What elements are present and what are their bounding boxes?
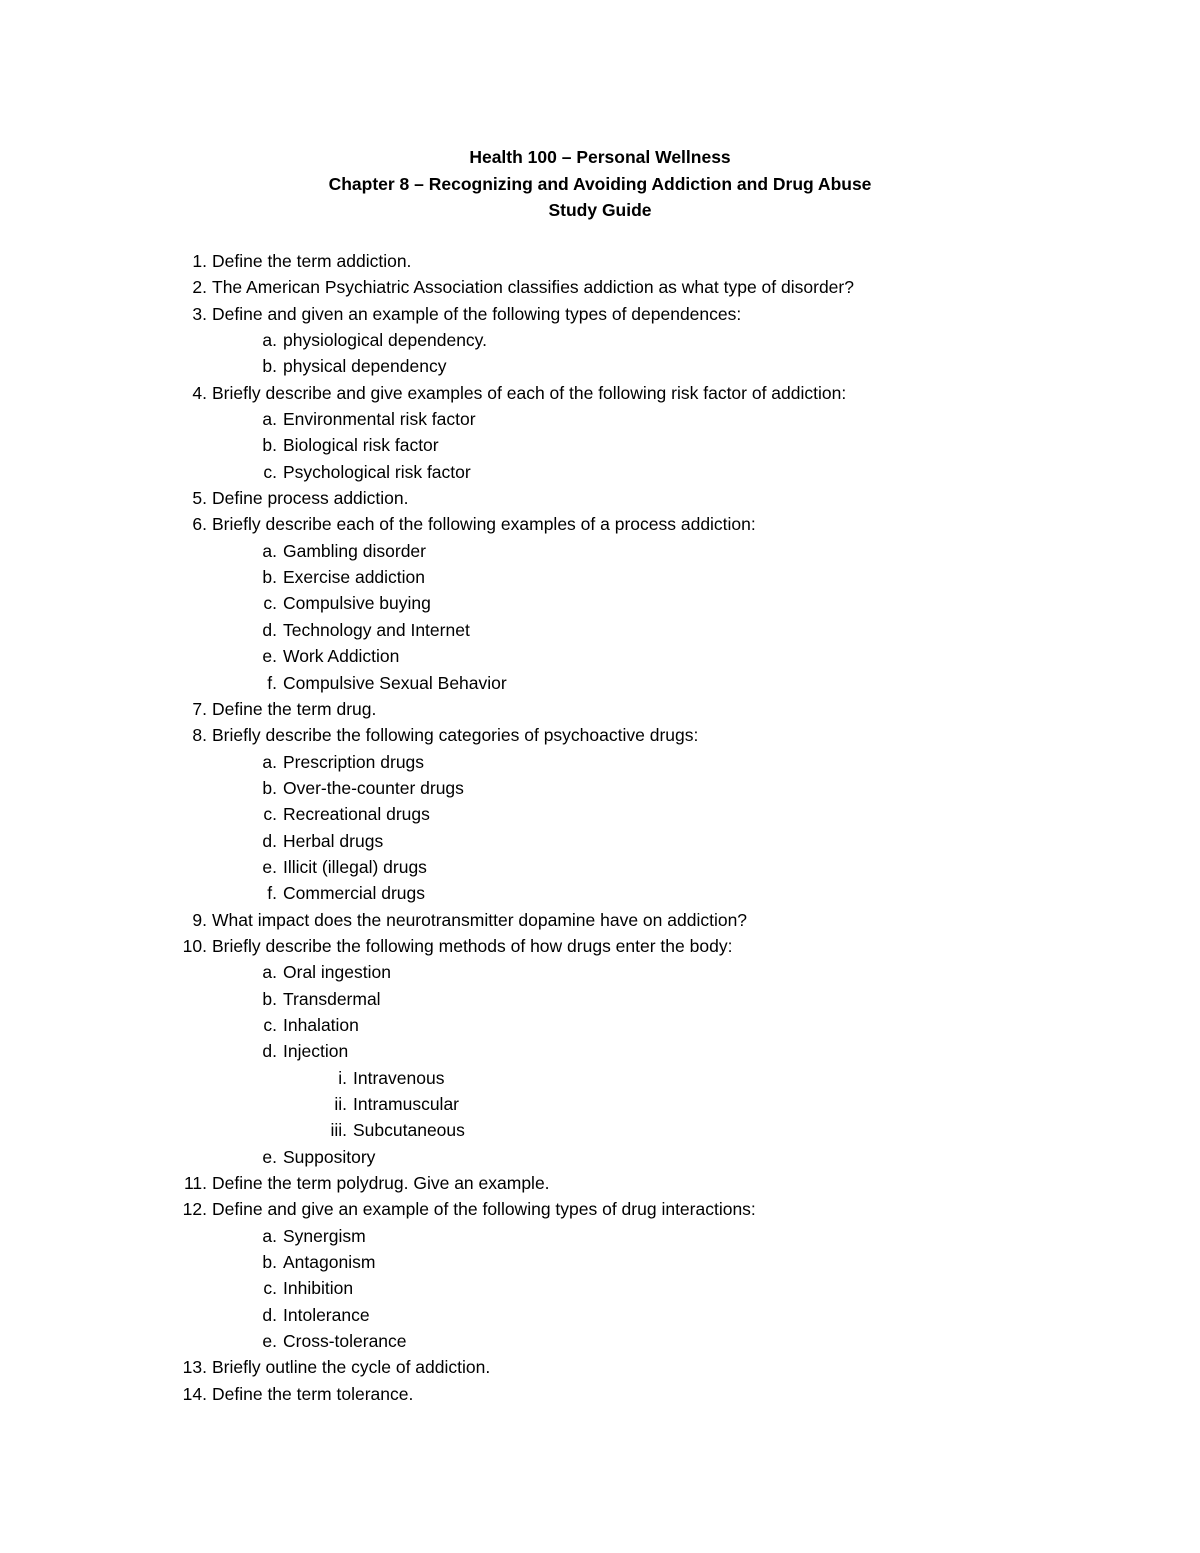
item-text: Define the term drug.: [212, 698, 377, 719]
sub-sub-item: [0, 1065, 1200, 1091]
item-text: Cross-tolerance: [283, 1331, 407, 1352]
sub-item: [0, 1275, 1200, 1301]
item-text: Oral ingestion: [283, 962, 391, 983]
item-marker: b.: [262, 1252, 277, 1273]
item-text: Gambling disorder: [283, 540, 426, 561]
question-item: [0, 380, 1200, 406]
sub-item: [0, 854, 1200, 880]
item-marker: e.: [262, 1331, 277, 1352]
item-text: Briefly describe the following methods of how drugs enter the body:: [212, 935, 733, 956]
question-item: [0, 1354, 1200, 1380]
item-marker: a.: [262, 540, 277, 561]
sub-item: [0, 1328, 1200, 1354]
item-text: Prescription drugs: [283, 751, 425, 772]
item-text: Suppository: [283, 1146, 376, 1167]
question-item: [0, 1196, 1200, 1222]
item-text: Compulsive buying: [283, 593, 431, 614]
item-marker: b.: [262, 567, 277, 588]
item-marker: e.: [262, 856, 277, 877]
item-marker: ii.: [334, 1094, 347, 1114]
item-marker: 3.: [192, 303, 207, 324]
sub-item: [0, 564, 1200, 590]
sub-item: [0, 432, 1200, 458]
item-text: Herbal drugs: [283, 830, 384, 851]
item-marker: d.: [262, 1041, 277, 1062]
item-text: Work Addiction: [283, 646, 400, 667]
item-text: Inhalation: [283, 1014, 359, 1035]
item-marker: 7.: [192, 698, 207, 719]
item-marker: 12.: [182, 1199, 207, 1220]
item-text: Define the term polydrug. Give an example.: [212, 1173, 550, 1194]
item-marker: 9.: [192, 909, 207, 930]
item-marker: 8.: [192, 725, 207, 746]
item-marker: c.: [263, 593, 277, 614]
sub-item: [0, 986, 1200, 1012]
question-item: [0, 696, 1200, 722]
item-text: Commercial drugs: [283, 883, 425, 904]
sub-item: [0, 617, 1200, 643]
sub-item: [0, 353, 1200, 379]
sub-item: [0, 406, 1200, 432]
item-text: Define and give an example of the following types of drug interactions:: [212, 1199, 756, 1220]
item-text: Antagonism: [283, 1252, 376, 1273]
item-marker: 5.: [192, 488, 207, 509]
item-text: Exercise addiction: [283, 567, 426, 588]
question-item: [0, 933, 1200, 959]
item-marker: a.: [262, 962, 277, 983]
item-marker: c.: [263, 461, 277, 482]
question-item: [0, 1381, 1200, 1407]
item-text: Over-the-counter drugs: [283, 777, 464, 798]
question-item: [0, 907, 1200, 933]
sub-item: [0, 1249, 1200, 1275]
item-marker: b.: [262, 435, 277, 456]
item-marker: b.: [262, 356, 277, 377]
item-marker: 14.: [182, 1383, 207, 1404]
question-item: [0, 485, 1200, 511]
sub-item: [0, 775, 1200, 801]
item-marker: i.: [338, 1067, 347, 1088]
sub-item: [0, 959, 1200, 985]
item-text: Illicit (illegal) drugs: [283, 856, 427, 877]
sub-item: [0, 459, 1200, 485]
item-text: Biological risk factor: [283, 435, 439, 456]
item-marker: d.: [262, 1304, 277, 1325]
item-text: Recreational drugs: [283, 804, 430, 825]
item-marker: f.: [267, 883, 277, 904]
item-marker: iii.: [330, 1120, 347, 1141]
item-marker: b.: [262, 777, 277, 798]
item-text: What impact does the neurotransmitter dopamine have on addiction?: [212, 909, 748, 930]
course-title: Health 100 – Personal Wellness: [469, 147, 731, 167]
question-list: [0, 248, 1200, 1407]
sub-item: [0, 538, 1200, 564]
item-marker: 4.: [192, 382, 207, 403]
item-text: Intravenous: [353, 1067, 445, 1088]
sub-item: [0, 1144, 1200, 1170]
item-marker: b.: [262, 988, 277, 1009]
item-text: Briefly describe the following categories of psychoactive drugs:: [212, 725, 699, 746]
sub-sub-item: [0, 1117, 1200, 1143]
item-text: Injection: [283, 1041, 349, 1062]
document-header: [0, 144, 1200, 224]
item-text: physical dependency: [283, 356, 447, 377]
item-marker: 10.: [182, 935, 207, 956]
item-text: physiological dependency.: [283, 330, 487, 351]
chapter-title: Chapter 8 – Recognizing and Avoiding Addiction and Drug Abuse: [328, 173, 872, 194]
sub-item: [0, 828, 1200, 854]
item-marker: a.: [262, 330, 277, 351]
item-text: Briefly describe each of the following examples of a process addiction:: [212, 514, 756, 535]
guide-title: Study Guide: [548, 200, 652, 220]
sub-item: [0, 643, 1200, 669]
sub-item: [0, 670, 1200, 696]
question-item: [0, 274, 1200, 300]
item-text: Transdermal: [283, 988, 381, 1009]
item-marker: 6.: [192, 514, 207, 535]
item-marker: f.: [267, 672, 277, 693]
question-item: [0, 1170, 1200, 1196]
item-marker: c.: [263, 804, 277, 825]
question-item: [0, 301, 1200, 327]
item-marker: c.: [263, 1278, 277, 1299]
item-text: Define and given an example of the following types of dependences:: [212, 303, 742, 324]
sub-item: [0, 1223, 1200, 1249]
item-marker: e.: [262, 1146, 277, 1167]
item-text: Intramuscular: [353, 1094, 460, 1114]
sub-item: [0, 590, 1200, 616]
sub-item: [0, 1038, 1200, 1064]
item-text: Technology and Internet: [283, 619, 470, 640]
question-item: [0, 511, 1200, 537]
question-item: [0, 722, 1200, 748]
item-marker: e.: [262, 646, 277, 667]
item-marker: 13.: [182, 1357, 207, 1378]
item-marker: 11.: [183, 1173, 207, 1194]
item-text: Synergism: [283, 1225, 366, 1246]
item-marker: a.: [262, 751, 277, 772]
item-text: Environmental risk factor: [283, 409, 476, 430]
sub-item: [0, 1012, 1200, 1038]
item-text: Define process addiction.: [212, 488, 409, 509]
item-text: Inhibition: [283, 1278, 354, 1299]
item-text: Compulsive Sexual Behavior: [283, 672, 507, 693]
sub-item: [0, 880, 1200, 906]
item-marker: a.: [262, 1225, 277, 1246]
item-marker: d.: [262, 830, 277, 851]
sub-item: [0, 1302, 1200, 1328]
item-text: Subcutaneous: [353, 1120, 465, 1141]
item-marker: c.: [263, 1014, 277, 1035]
item-marker: 2.: [192, 277, 207, 298]
item-marker: d.: [262, 619, 277, 640]
question-item: [0, 248, 1200, 274]
item-marker: a.: [262, 409, 277, 430]
item-marker: 1.: [192, 251, 207, 271]
item-text: Define the term tolerance.: [212, 1383, 414, 1404]
item-text: Intolerance: [283, 1304, 370, 1325]
item-text: Briefly outline the cycle of addiction.: [212, 1357, 491, 1378]
sub-item: [0, 749, 1200, 775]
item-text: Briefly describe and give examples of each of the following risk factor of addiction:: [212, 382, 847, 403]
sub-item: [0, 327, 1200, 353]
sub-item: [0, 801, 1200, 827]
item-text: The American Psychiatric Association classifies addiction as what type of disorder?: [212, 277, 854, 298]
sub-sub-item: [0, 1091, 1200, 1117]
item-text: Psychological risk factor: [283, 461, 471, 482]
item-text: Define the term addiction.: [212, 251, 412, 271]
